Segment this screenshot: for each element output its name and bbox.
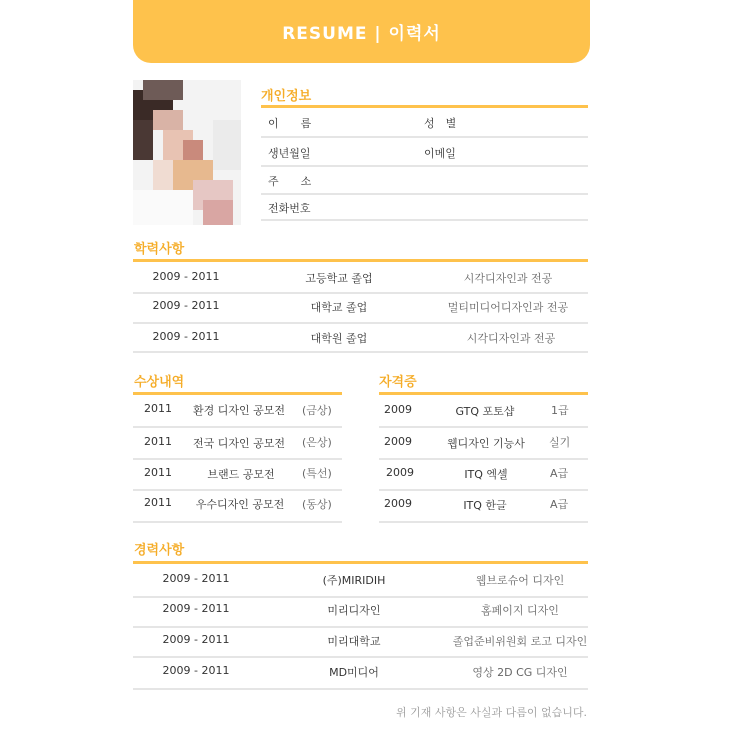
education-period: 2009 - 2011	[152, 270, 220, 283]
divider	[261, 193, 588, 195]
divider	[133, 596, 588, 598]
email-label: 이메일	[424, 147, 456, 160]
cert-year: 2009	[384, 497, 412, 510]
divider	[133, 489, 342, 491]
certs-rule	[379, 392, 588, 395]
name-label: 이 름	[268, 117, 312, 130]
education-major: 시각디자인과 전공	[466, 332, 556, 345]
career-company: 미리디자인	[327, 604, 381, 617]
career-period: 2009 - 2011	[162, 602, 230, 615]
cert-year: 2009	[384, 435, 412, 448]
cert-year: 2009	[384, 403, 412, 416]
career-company: 미리대학교	[327, 635, 381, 648]
divider	[133, 626, 588, 628]
cert-grade: 1급	[551, 404, 569, 417]
birth-label: 생년월일	[268, 147, 311, 160]
divider	[133, 656, 588, 658]
cert-grade: A급	[550, 498, 569, 511]
award-prize: (동상)	[302, 498, 332, 511]
award-name: 브랜드 공모전	[207, 468, 275, 481]
resume-header	[133, 0, 590, 63]
career-period: 2009 - 2011	[162, 633, 230, 646]
career-role: 홈페이지 디자인	[481, 604, 559, 617]
awards-title: 수상내역	[134, 375, 185, 390]
award-prize: (금상)	[302, 404, 332, 417]
page-title: RESUME | 이력서	[282, 24, 441, 44]
education-period: 2009 - 2011	[152, 299, 220, 312]
divider	[133, 521, 342, 523]
award-year: 2011	[144, 435, 172, 448]
divider	[379, 489, 588, 491]
cert-grade: 실기	[549, 436, 571, 449]
divider	[133, 688, 588, 690]
award-name: 전국 디자인 공모전	[192, 437, 286, 450]
education-title: 학력사항	[134, 242, 185, 257]
divider	[379, 458, 588, 460]
certs-title: 자격증	[379, 375, 417, 390]
divider	[261, 165, 588, 167]
award-prize: (특선)	[302, 467, 332, 480]
gender-label: 성 별	[424, 117, 457, 130]
career-title: 경력사항	[134, 543, 185, 558]
profile-photo	[133, 80, 241, 225]
career-period: 2009 - 2011	[162, 664, 230, 677]
career-role: 영상 2D CG 디자인	[472, 666, 568, 679]
cert-name: ITQ 한글	[463, 499, 507, 512]
divider	[261, 219, 588, 221]
award-year: 2011	[144, 496, 172, 509]
divider	[133, 292, 588, 294]
cert-name: 웹디자인 기능사	[447, 437, 525, 450]
education-rule	[133, 259, 588, 262]
cert-grade: A급	[550, 467, 569, 480]
career-company: (주)MIRIDIH	[322, 574, 386, 587]
award-prize: (은상)	[302, 436, 332, 449]
career-role: 웹브로슈어 디자인	[475, 574, 565, 587]
career-rule	[133, 561, 588, 564]
divider	[261, 136, 588, 138]
footer-note: 위 기재 사항은 사실과 다름이 없습니다.	[396, 706, 587, 719]
award-name: 우수디자인 공모전	[195, 498, 285, 511]
education-school: 대학원 졸업	[310, 332, 368, 345]
award-name: 환경 디자인 공모전	[192, 404, 286, 417]
pixelated-portrait-image	[133, 80, 241, 225]
award-year: 2011	[144, 466, 172, 479]
cert-name: ITQ 엑셀	[464, 468, 508, 481]
career-period: 2009 - 2011	[162, 572, 230, 585]
career-company: MD미디어	[329, 666, 379, 679]
divider	[133, 351, 588, 353]
cert-year: 2009	[386, 466, 414, 479]
education-school: 고등학교 졸업	[305, 272, 373, 285]
award-year: 2011	[144, 402, 172, 415]
awards-rule	[133, 392, 342, 395]
personal-info-title: 개인정보	[261, 89, 312, 104]
education-school: 대학교 졸업	[310, 301, 368, 314]
divider	[133, 426, 342, 428]
career-role: 졸업준비위원회 로고 디자인	[452, 635, 588, 648]
divider	[133, 458, 342, 460]
personal-info-rule	[261, 105, 588, 108]
address-label: 주 소	[268, 175, 312, 188]
education-major: 멀티미디어디자인과 전공	[447, 301, 569, 314]
cert-name: GTQ 포토샵	[455, 405, 515, 418]
phone-label: 전화번호	[268, 202, 311, 215]
education-period: 2009 - 2011	[152, 330, 220, 343]
divider	[379, 426, 588, 428]
divider	[379, 521, 588, 523]
divider	[133, 322, 588, 324]
education-major: 시각디자인과 전공	[463, 272, 553, 285]
